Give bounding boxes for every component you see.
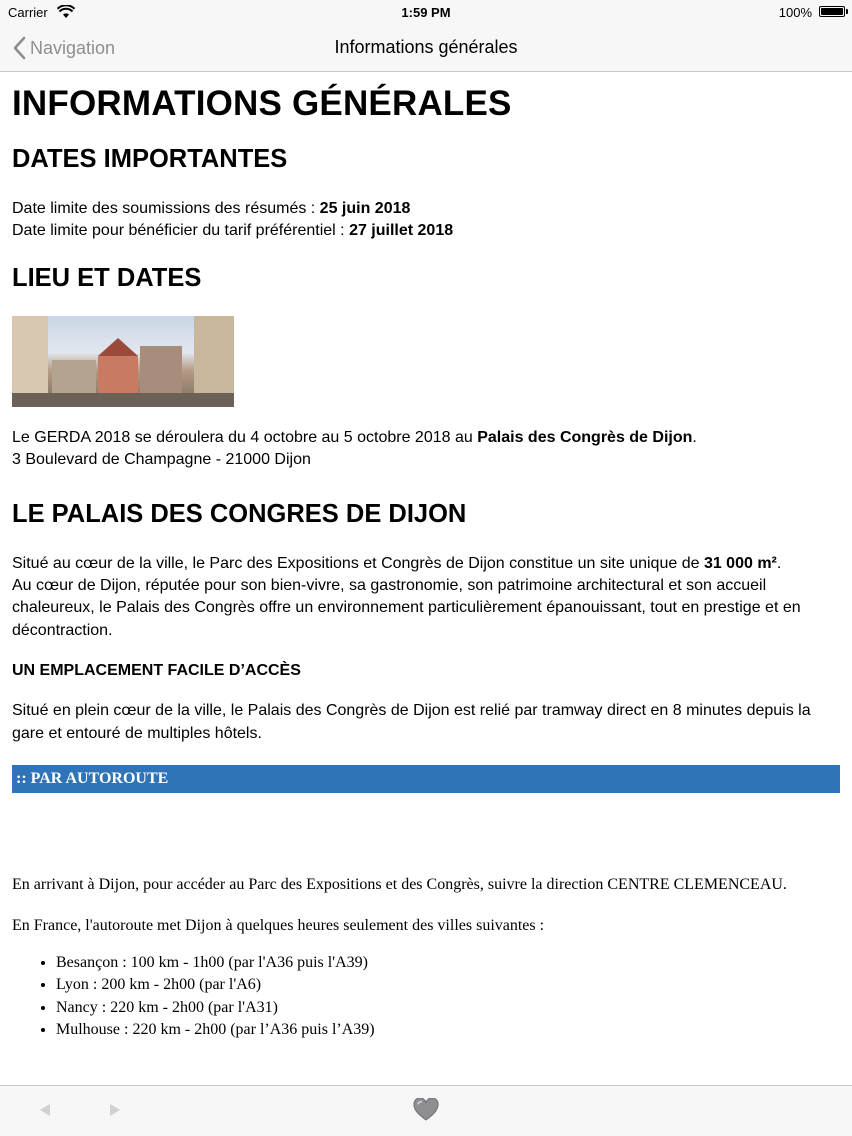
lieu-end: . <box>692 428 697 446</box>
date1-value: 25 juin 2018 <box>319 200 411 217</box>
navigation-bar <box>0 26 852 72</box>
forward-arrow-icon[interactable] <box>108 1103 122 1117</box>
lieu-block <box>12 427 840 472</box>
situe-area: 31 000 m² <box>703 554 777 572</box>
autoroute-section-bar[interactable]: :: PAR AUTOROUTE <box>12 765 840 793</box>
page-title: INFORMATIONS GÉNÉRALES <box>12 84 512 123</box>
coeur-text: Au cœur de Dijon, réputée pour son bien-vivre, sa gastronomie, son patrimoine architectural et son accueil chaleureux, le Palais des Congrès offre un environnement particulièrement épanouissant, tout en prestige et en décontraction. <box>12 577 801 639</box>
list-item: • Lyon : 200 km - 2h00 (par l'A6) <box>56 974 840 996</box>
date2-value: 27 juillet 2018 <box>349 222 454 240</box>
heart-icon[interactable] <box>413 1098 439 1122</box>
status-time: 1:59 PM <box>401 5 451 20</box>
dijon-photo <box>12 316 234 407</box>
lieu-text: Le GERDA 2018 se déroulera du 4 octobre au 5 octobre 2018 au <box>12 428 478 446</box>
situe-text: Situé au cœur de la ville, le Parc des Expositions et Congrès de Dijon constitue un site unique de <box>12 554 704 572</box>
lieu-heading: LIEU ET DATES <box>12 263 202 292</box>
situe-paragraph <box>12 553 840 643</box>
date1-label: Date limite des soumissions des résumés : <box>12 200 320 217</box>
battery-percent: 100% <box>778 5 812 20</box>
dates-heading: DATES IMPORTANTES <box>12 145 288 173</box>
emplacement-heading: UN EMPLACEMENT FACILE D’ACCÈS <box>12 662 301 680</box>
nav-title: Informations générales <box>334 37 518 57</box>
situe-end: . <box>776 554 782 572</box>
france-paragraph: En France, l'autoroute met Dijon à quelques heures seulement des villes suivantes : <box>12 917 545 935</box>
emplacement-paragraph: Situé en plein cœur de la ville, le Palais des Congrès de Dijon est relié par tramway direct en 8 minutes depuis la gare et entouré de multiples hôtels. <box>12 702 811 742</box>
lieu-address: 3 Boulevard de Champagne - 21000 Dijon <box>12 451 311 469</box>
list-item: • Besançon : 100 km - 1h00 (par l'A36 puis l'A39) <box>56 952 840 974</box>
lieu-venue: Palais des Congrès de Dijon <box>477 428 693 446</box>
back-button-label: Navigation <box>30 37 116 58</box>
battery-icon <box>819 6 845 17</box>
back-arrow-icon[interactable] <box>38 1103 52 1117</box>
bottom-toolbar <box>0 1085 852 1136</box>
list-item: • Nancy : 220 km - 2h00 (par l'A31) <box>56 997 840 1019</box>
cities-list <box>12 952 840 1042</box>
palais-heading: LE PALAIS DES CONGRES DE DIJON <box>12 499 467 528</box>
date2-label: Date limite pour bénéficier du tarif préférentiel : <box>12 222 350 240</box>
list-item: • Mulhouse : 220 km - 2h00 (par l’A36 puis l’A39) <box>56 1019 840 1041</box>
dates-block <box>12 198 840 243</box>
carrier-label: Carrier <box>8 5 48 20</box>
arrive-paragraph: En arrivant à Dijon, pour accéder au Parc des Expositions et des Congrès, suivre la direction CENTRE CLEMENCEAU. <box>12 876 787 894</box>
status-bar <box>0 0 852 26</box>
web-content[interactable] <box>12 72 840 1086</box>
